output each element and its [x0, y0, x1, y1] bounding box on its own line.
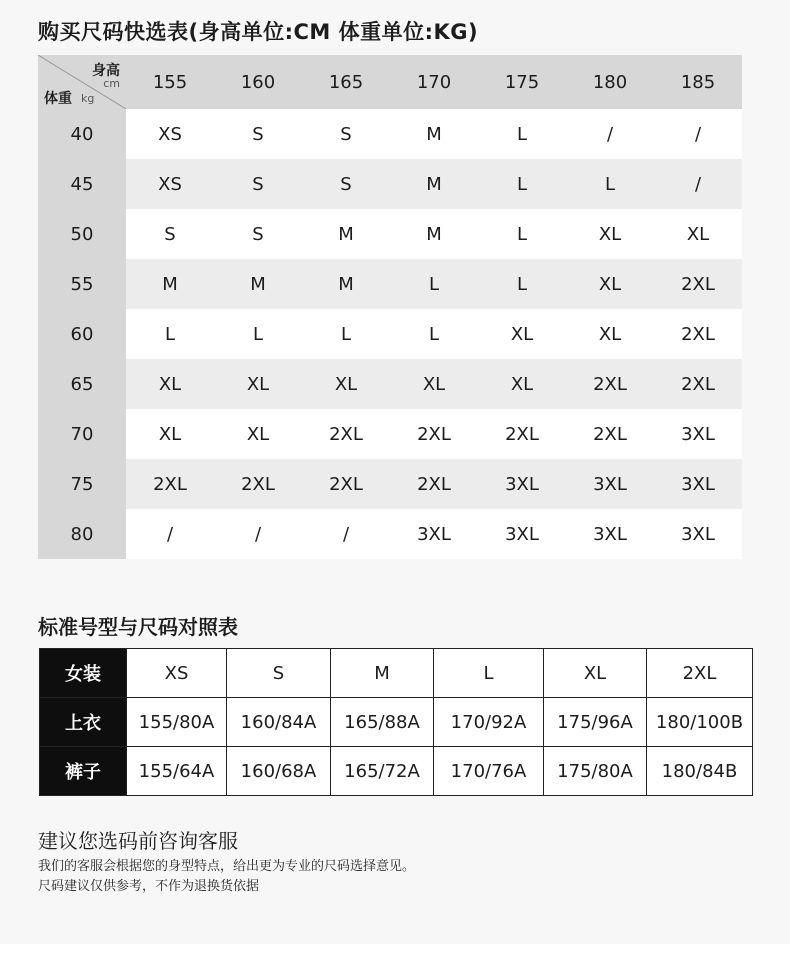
size-cell: XL — [126, 359, 214, 409]
size-cell: / — [302, 509, 390, 559]
size-cell: M — [126, 259, 214, 309]
size-cell: L — [126, 309, 214, 359]
weight-label: 体重 — [44, 91, 72, 107]
advice-line-1: 我们的客服会根据您的身型特点，给出更为专业的尺码选择意见。 — [38, 859, 416, 874]
standard-cell: XS — [127, 649, 227, 698]
weight-cell: 55 — [38, 259, 126, 309]
weight-cell: 60 — [38, 309, 126, 359]
size-cell: XL — [126, 409, 214, 459]
size-cell: S — [302, 109, 390, 159]
size-cell: XL — [478, 309, 566, 359]
size-cell: XL — [566, 309, 654, 359]
size-cell: 2XL — [566, 409, 654, 459]
standard-row-label: 上衣 — [40, 698, 127, 747]
size-cell: XS — [126, 159, 214, 209]
size-cell: M — [214, 259, 302, 309]
standard-row — [40, 747, 753, 796]
standard-cell: 170/76A — [434, 747, 544, 796]
size-cell: L — [478, 259, 566, 309]
standard-cell: 175/96A — [544, 698, 647, 747]
size-cell: 3XL — [478, 459, 566, 509]
size-cell: XL — [390, 359, 478, 409]
weight-cell: 70 — [38, 409, 126, 459]
size-cell: 3XL — [654, 459, 742, 509]
size-cell: / — [214, 509, 302, 559]
size-cell: XL — [214, 359, 302, 409]
quick-chart-title: 购买尺码快选表(身高单位:CM 体重单位:KG) — [38, 20, 479, 44]
size-cell: 2XL — [390, 409, 478, 459]
size-cell: XL — [478, 359, 566, 409]
quick-size-table — [38, 55, 742, 559]
size-cell: XS — [126, 109, 214, 159]
height-header: 170 — [390, 55, 478, 109]
height-label: 身高 — [92, 63, 120, 79]
standard-cell: 2XL — [647, 649, 753, 698]
size-cell: S — [214, 159, 302, 209]
standard-cell: 180/100B — [647, 698, 753, 747]
size-cell: 3XL — [478, 509, 566, 559]
height-header: 185 — [654, 55, 742, 109]
weight-cell: 75 — [38, 459, 126, 509]
standard-cell: M — [331, 649, 434, 698]
size-cell: XL — [654, 209, 742, 259]
size-cell: M — [302, 259, 390, 309]
size-cell: S — [214, 109, 302, 159]
standard-cell: 155/64A — [127, 747, 227, 796]
size-cell: 3XL — [566, 509, 654, 559]
corner-cell — [38, 55, 126, 109]
size-cell: XL — [214, 409, 302, 459]
standard-cell: S — [227, 649, 331, 698]
standard-cell: 170/92A — [434, 698, 544, 747]
size-row — [38, 259, 742, 309]
size-row — [38, 309, 742, 359]
height-header: 175 — [478, 55, 566, 109]
size-cell: XL — [302, 359, 390, 409]
height-header: 165 — [302, 55, 390, 109]
standard-row-label: 裤子 — [40, 747, 127, 796]
standard-cell: 160/84A — [227, 698, 331, 747]
size-cell: L — [478, 159, 566, 209]
size-cell: L — [478, 109, 566, 159]
size-cell: M — [390, 159, 478, 209]
height-header: 160 — [214, 55, 302, 109]
weight-unit: kg — [81, 92, 95, 105]
size-cell: XL — [566, 259, 654, 309]
size-cell: 3XL — [654, 409, 742, 459]
standard-cell: 165/88A — [331, 698, 434, 747]
size-row — [38, 109, 742, 159]
standard-cell: 175/80A — [544, 747, 647, 796]
standard-row — [40, 698, 753, 747]
size-cell: 2XL — [390, 459, 478, 509]
size-cell: 2XL — [214, 459, 302, 509]
standard-cell: 160/68A — [227, 747, 331, 796]
size-cell: 2XL — [302, 409, 390, 459]
weight-cell: 50 — [38, 209, 126, 259]
advice-line-2: 尺码建议仅供参考，不作为退换货依据 — [38, 879, 260, 894]
size-cell: / — [126, 509, 214, 559]
standard-size-table — [39, 648, 753, 796]
standard-cell: L — [434, 649, 544, 698]
size-row — [38, 459, 742, 509]
height-header: 155 — [126, 55, 214, 109]
size-cell: / — [566, 109, 654, 159]
standard-row-label: 女装 — [40, 649, 127, 698]
size-cell: L — [566, 159, 654, 209]
size-row — [38, 509, 742, 559]
size-cell: 2XL — [654, 259, 742, 309]
size-row — [38, 409, 742, 459]
size-cell: M — [302, 209, 390, 259]
size-cell: M — [390, 209, 478, 259]
weight-cell: 45 — [38, 159, 126, 209]
size-cell: 2XL — [478, 409, 566, 459]
weight-cell: 40 — [38, 109, 126, 159]
size-cell: L — [302, 309, 390, 359]
height-header: 180 — [566, 55, 654, 109]
size-row — [38, 159, 742, 209]
standard-cell: 180/84B — [647, 747, 753, 796]
standard-cell: 165/72A — [331, 747, 434, 796]
size-cell: S — [214, 209, 302, 259]
size-cell: S — [302, 159, 390, 209]
size-cell: 3XL — [654, 509, 742, 559]
advice-title: 建议您选码前咨询客服 — [38, 829, 238, 853]
size-cell: / — [654, 109, 742, 159]
size-cell: S — [126, 209, 214, 259]
standard-cell: XL — [544, 649, 647, 698]
size-cell: 3XL — [566, 459, 654, 509]
size-row — [38, 209, 742, 259]
size-cell: 2XL — [654, 309, 742, 359]
quick-size-rows — [38, 109, 742, 559]
size-cell: 2XL — [566, 359, 654, 409]
weight-cell: 80 — [38, 509, 126, 559]
standard-chart-title: 标准号型与尺码对照表 — [38, 615, 238, 639]
standard-cell: 155/80A — [127, 698, 227, 747]
weight-cell: 65 — [38, 359, 126, 409]
size-cell: / — [654, 159, 742, 209]
height-header-row — [38, 55, 742, 109]
size-cell: M — [390, 109, 478, 159]
size-cell: L — [390, 309, 478, 359]
size-cell: L — [478, 209, 566, 259]
size-cell: 2XL — [654, 359, 742, 409]
standard-row — [40, 649, 753, 698]
size-cell: 2XL — [302, 459, 390, 509]
size-cell: 3XL — [390, 509, 478, 559]
height-unit: cm — [103, 77, 120, 90]
size-cell: L — [214, 309, 302, 359]
size-cell: XL — [566, 209, 654, 259]
size-row — [38, 359, 742, 409]
size-cell: 2XL — [126, 459, 214, 509]
size-cell: L — [390, 259, 478, 309]
